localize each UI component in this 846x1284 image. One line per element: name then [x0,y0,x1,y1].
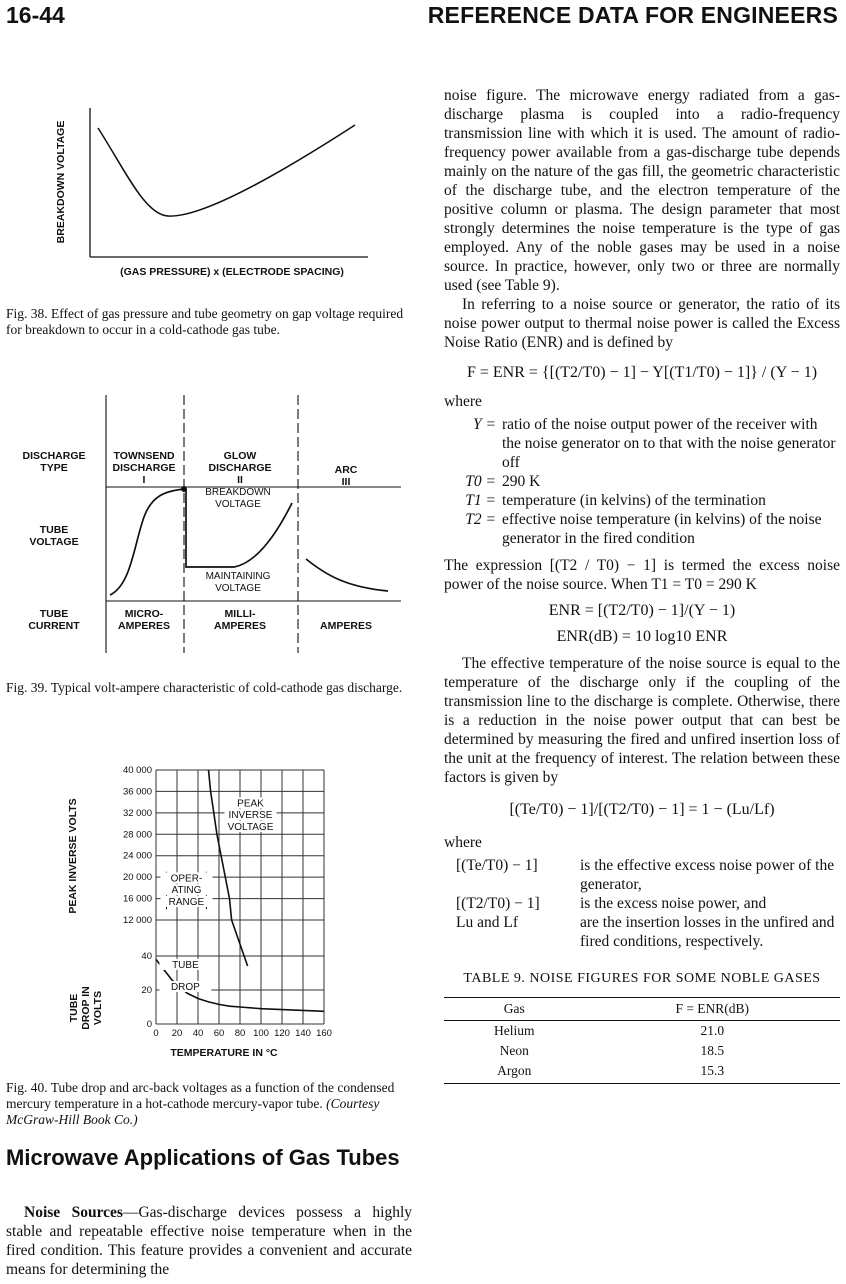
fig39-townsend-label: TOWNSEND [113,450,175,462]
fig40-annotation: INVERSE [228,810,273,822]
fig40-y-tick-label-upper: 20 000 [122,872,152,884]
paragraph-4: The effective temperature of the noise source is equal to the temperature of the discharge only if the coupling of the transmission line to the discharge is complete. Otherwise, there is a reduction in the noise power output that can best be determined by measuring the fired and unfired insertion loss of the unit at the frequency of interest. The relation between these factors is given by [444,655,840,786]
fig40-x-tick-label: 80 [234,1028,246,1039]
definition-symbol: Lu and Lf [456,914,518,931]
definition-symbol: T0 = [465,473,496,490]
fig40-ylabel-lower-2: DROP IN [80,986,92,1030]
table-row [444,1021,840,1042]
table9-title: TABLE 9. NOISE FIGURES FOR SOME NOBLE GASES [463,971,821,986]
fig40-ylabel-lower-1: TUBE [68,993,80,1023]
definition-symbol: T1 = [465,492,496,509]
fig39-caption: Fig. 39. Typical volt-ampere characteristic of cold-cathode gas discharge. [6,680,403,695]
fig40-ylabel-upper: PEAK INVERSE VOLTS [67,798,79,914]
table9-cell: 18.5 [700,1043,725,1058]
where-label-2: where [444,834,482,851]
fig39-tube-current-label2: CURRENT [28,620,80,632]
definition-symbol: T2 = [465,511,496,528]
fig39-arc-numeral: III [341,476,351,488]
fig40-annotation: TUBE [172,959,199,971]
fig39-tube-voltage-label2: VOLTAGE [29,536,79,548]
definition-text: ratio of the noise output power of the receiver with the noise generator on to that with the noise generator off [502,416,836,471]
fig40-y-tick-label-upper: 36 000 [122,786,152,798]
definition-text: is the effective excess noise power of the generator, [580,857,835,893]
fig40-x-tick-label: 40 [192,1028,204,1039]
equation-enr: ENR = [(T2/T0) − 1]/(Y − 1) [548,602,736,619]
where-label-1: where [444,393,482,410]
fig39-arc-label: ARC [334,464,358,476]
fig39-arc-curve [306,559,388,591]
fig38-caption: Fig. 38. Effect of gas pressure and tube geometry on gap voltage required for breakdown to occur in a cold-cathode gas tube. [6,306,404,337]
paragraph-2: In referring to a noise source or generator, the ratio of its noise power output to thermal noise power is called the Excess Noise Ratio (ENR) and is defined by [444,296,840,351]
fig40-y-tick-label-upper: 40 000 [122,765,152,776]
fig40-y-tick-label-upper: 32 000 [122,807,152,819]
definition-item [444,472,840,491]
definition-symbol: Y = [473,416,496,433]
equation-enr-db: ENR(dB) = 10 log10 ENR [556,628,728,645]
fig38-curve [98,125,355,216]
equation-enr-definition: F = ENR = {[(T2/T0) − 1] − Y[(T1/T0) − 1]} / (Y − 1) [466,364,818,381]
fig39-breakdown-label: BREAKDOWN [205,487,271,498]
fig39-type-label: TYPE [40,462,68,474]
fig39-discharge-label: DISCHARGE [22,450,86,462]
fig40-y-tick-label-upper: 16 000 [122,893,152,905]
definition-item [444,913,840,951]
section-title: Microwave Applications of Gas Tubes [6,1145,400,1170]
fig40-caption [6,1080,406,1128]
definition-text: 290 K [502,473,541,490]
fig39-milli-label: MILLI- [224,608,256,620]
table9-cell: 15.3 [585,1061,840,1084]
fig39-amperes-label: AMPERES [320,620,372,632]
fig38-xlabel: (GAS PRESSURE) x (ELECTRODE SPACING) [120,266,344,278]
table9 [444,997,840,1084]
fig40-annotation: RANGE [168,897,205,908]
table9-col-gas: Gas [444,998,585,1021]
table9-cell: Neon [499,1043,529,1058]
fig40-ylabel-lower-3: VOLTS [92,990,104,1026]
fig40-annotation: OPER- [170,873,203,885]
fig40-annotation: VOLTAGE [227,822,274,833]
fig40-annotation: ATING [171,885,202,897]
fig40-x-tick-label: 160 [316,1028,332,1039]
fig39-glow-numeral: II [237,474,243,486]
table-row [444,1041,840,1061]
fig39-volt-ampere-chart [6,395,406,655]
fig38-ylabel: BREAKDOWN VOLTAGE [55,120,67,244]
fig39-tube-current-label: TUBE [39,608,69,620]
right-column [444,86,840,1084]
fig40-x-tick-label: 0 [153,1028,159,1039]
fig39-micro-label2: AMPERES [118,620,170,632]
fig40-caption-credit: (Courtesy McGraw-Hill Book Co.) [6,1096,380,1127]
section-paragraph-text: —Gas-discharge devices possess a highly stable and repeatable effective noise temperature when in the fired condition. This feature provides a convenient and accurate means for determining the [6,1204,412,1278]
running-title: REFERENCE DATA FOR ENGINEERS [427,2,838,28]
definition-text: is the excess noise power, and [580,895,767,912]
fig39-townsend-numeral: I [142,474,146,486]
table9-cell: Argon [444,1061,585,1084]
section-paragraph [6,1203,412,1279]
fig39-maintaining-label2: VOLTAGE [215,583,261,594]
fig40-x-tick-label: 140 [295,1028,311,1039]
fig40-y-tick-label-lower: 0 [146,1019,152,1030]
definition-list-1 [444,415,840,548]
table9-cell: 21.0 [700,1023,725,1038]
table-row [444,1061,840,1084]
paragraph-1: noise figure. The microwave energy radiated from a gas-discharge plasma is coupled into a radio-frequency transmission line with which it is used. The amount of radio-frequency power available from a gas-discharge tube depends mainly on the nature of the gas fill, the geometric characteristic of the discharge tube, and the electron temperature of the positive column or plasma. The design parameter that most strongly determines the noise temperature is the type of gas employed. Any of the noble gases may be used in a noise source. In practice, however, only two or three are normally used (see Table 9). [444,87,840,294]
fig39-townsend-curve [110,489,184,595]
fig39-maintaining-label: MAINTAINING [205,571,271,582]
page-number: 16-44 [6,2,65,28]
fig40-y-tick-label-upper: 28 000 [122,829,152,841]
fig39-milli-label2: AMPERES [214,620,266,632]
fig40-annotation: DROP [170,982,200,993]
definition-symbol: [(Te/T0) − 1] [456,857,538,874]
fig40-temperature-chart [60,760,360,1060]
definition-symbol: [(T2/T0) − 1] [456,895,540,912]
fig38-breakdown-curve [50,100,380,280]
fig39-glow-label: GLOW [223,450,257,462]
fig39-tube-voltage-label: TUBE [39,524,69,536]
fig40-annotation: PEAK [237,798,264,810]
section-lead: Noise Sources [24,1204,123,1221]
definition-item [444,510,840,548]
definition-item [444,415,840,472]
fig40-y-tick-label-lower: 20 [141,985,152,996]
fig40-y-tick-label-upper: 24 000 [122,850,152,862]
fig40-x-tick-label: 60 [213,1028,225,1039]
fig40-x-tick-label: 120 [274,1028,290,1039]
fig39-glow-label2: DISCHARGE [208,462,272,474]
fig40-caption-text: Fig. 40. Tube drop and arc-back voltages as a function of the condensed mercury temperature in a hot-cathode mercury-vapor tube. [6,1080,395,1111]
fig40-y-tick-label-lower: 40 [141,951,152,962]
fig39-breakdown-label2: VOLTAGE [215,499,261,510]
fig39-micro-label: MICRO- [124,608,164,620]
definition-text: are the insertion losses in the unfired and fired conditions, respectively. [580,914,835,950]
fig39-townsend-label2: DISCHARGE [112,462,176,474]
definition-text: temperature (in kelvins) of the termination [502,492,766,509]
fig40-x-tick-label: 100 [253,1028,269,1039]
paragraph-3: The expression [(T2 / T0) − 1] is termed the excess noise power of the noise source. When T1 = T0 = 290 K [444,557,840,593]
definition-item [444,491,840,510]
definition-item [444,894,840,913]
fig40-y-tick-label-upper: 12 000 [122,915,152,926]
definition-list-2 [444,856,840,951]
fig40-xlabel: TEMPERATURE IN °C [170,1047,278,1059]
definition-text: effective noise temperature (in kelvins) of the noise generator in the fired condition [502,511,822,547]
equation-effective-noise: [(Te/T0) − 1]/[(T2/T0) − 1] = 1 − (Lu/Lf) [509,801,775,818]
fig40-x-tick-label: 20 [171,1028,183,1039]
definition-item [444,856,840,894]
table9-cell: Helium [494,1023,535,1038]
table9-col-f: F = ENR(dB) [585,998,840,1021]
